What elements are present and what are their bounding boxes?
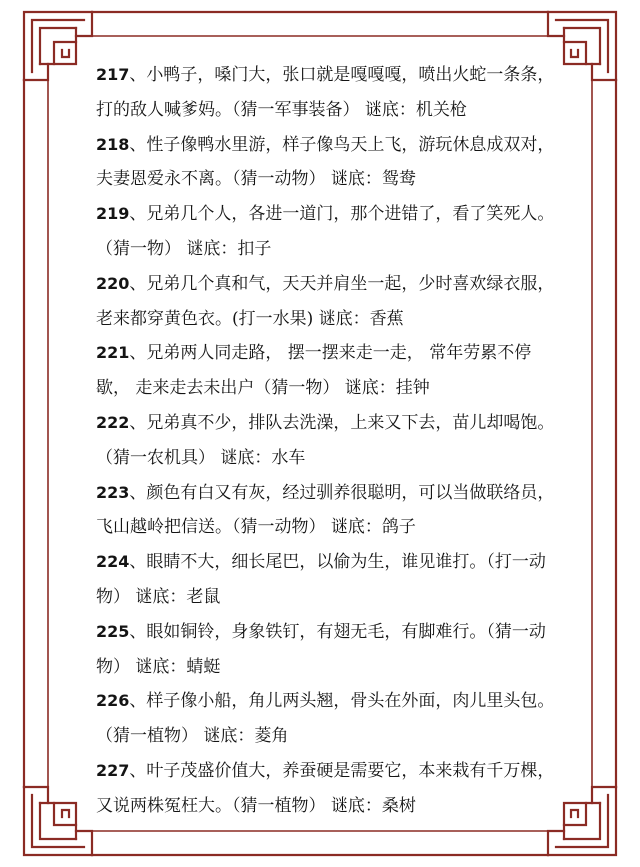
riddle-line	[96, 267, 556, 302]
riddle-text: 老来都穿黄色衣。(打一水果) 谜底：香蕉	[96, 308, 404, 329]
riddle-item	[96, 336, 556, 406]
riddle-line	[96, 684, 556, 719]
riddle-text: 物） 谜底：老鼠	[96, 586, 221, 607]
riddle-text: 夫妻恩爱永不离。（猜一动物） 谜底：鸳鸯	[96, 169, 416, 190]
riddle-text: 、小鸭子，嗓门大，张口就是嘎嘎嘎，喷出火蛇一条条，	[129, 65, 555, 85]
riddle-text: （猜一植物） 谜底：菱角	[96, 726, 289, 747]
riddle-line	[96, 650, 556, 685]
riddle-item	[96, 406, 556, 476]
riddle-item	[96, 615, 556, 685]
riddle-line	[96, 58, 556, 93]
riddle-item	[96, 684, 556, 754]
riddle-text: （猜一物） 谜底：扣子	[96, 238, 272, 259]
riddle-number: 223	[96, 482, 130, 502]
riddle-text: 、眼如铜铃，身象铁钉，有翅无毛，有脚难行。（猜一动	[129, 621, 546, 642]
riddle-text: 飞山越岭把信送。（猜一动物） 谜底：鸽子	[96, 517, 416, 538]
riddle-line	[96, 580, 556, 615]
riddle-line	[96, 545, 556, 580]
riddle-number: 220	[96, 273, 130, 293]
riddle-number: 221	[96, 343, 130, 363]
riddle-text: 、样子像小船，角儿两头翘，骨头在外面，肉儿里头包。	[129, 691, 555, 712]
riddle-text: 歇， 走来走去未出户（猜一物） 谜底：挂钟	[96, 378, 430, 399]
riddle-line	[96, 441, 556, 476]
riddle-text: 又说两株冤枉大。（猜一植物） 谜底：桑树	[96, 795, 416, 816]
riddle-line	[96, 789, 556, 824]
riddle-line	[96, 162, 556, 197]
riddle-number: 224	[96, 552, 130, 572]
riddle-line	[96, 197, 556, 232]
riddle-line	[96, 93, 556, 128]
riddle-text: （猜一农机具） 谜底：水车	[96, 447, 306, 468]
riddle-line	[96, 232, 556, 267]
riddle-line	[96, 302, 556, 337]
riddle-text: 、兄弟几个人，各进一道门，那个进错了，看了笑死人。	[129, 204, 555, 225]
riddle-text: 打的敌人喊爹妈。（猜一军事装备） 谜底：机关枪	[96, 99, 467, 120]
riddle-number: 219	[96, 204, 130, 224]
riddle-number: 222	[96, 412, 130, 432]
riddle-line	[96, 754, 556, 789]
riddle-text: 、颜色有白又有灰，经过驯养很聪明，可以当做联络员，	[129, 482, 555, 503]
riddle-line	[96, 615, 556, 650]
riddle-text: 、兄弟几个真和气，天天并肩坐一起，少时喜欢绿衣服，	[129, 273, 555, 294]
riddle-item	[96, 754, 556, 824]
riddle-item	[96, 545, 556, 615]
riddle-line	[96, 510, 556, 545]
riddle-line	[96, 476, 556, 511]
riddle-text: 、兄弟真不少，排队去洗澡，上来又下去，苗儿却喝饱。	[129, 412, 555, 433]
riddle-text: 、叶子茂盛价值大，养蚕硬是需要它，本来栽有千万棵，	[129, 760, 555, 781]
riddle-item	[96, 58, 556, 128]
riddle-text: 、性子像鸭水里游，样子像鸟天上飞，游玩休息成双对，	[129, 134, 555, 155]
riddle-item	[96, 267, 556, 337]
riddle-text: 物） 谜底：蜻蜓	[96, 656, 221, 677]
riddle-text: 、眼睛不大，细长尾巴，以偷为生，谁见谁打。（打一动	[129, 552, 546, 573]
riddle-line	[96, 406, 556, 441]
riddle-item	[96, 197, 556, 267]
riddle-number: 227	[96, 760, 130, 780]
riddle-number: 225	[96, 621, 130, 641]
riddle-number: 226	[96, 691, 130, 711]
riddle-item	[96, 128, 556, 198]
riddle-line	[96, 128, 556, 163]
riddle-line	[96, 336, 556, 371]
riddle-line	[96, 371, 556, 406]
riddle-line	[96, 719, 556, 754]
riddle-text: 、兄弟两人同走路， 摆一摆来走一走， 常年劳累不停	[129, 343, 532, 364]
riddle-number: 218	[96, 134, 130, 154]
riddle-number: 217	[96, 65, 130, 84]
riddle-list	[96, 58, 556, 824]
riddle-item	[96, 476, 556, 546]
